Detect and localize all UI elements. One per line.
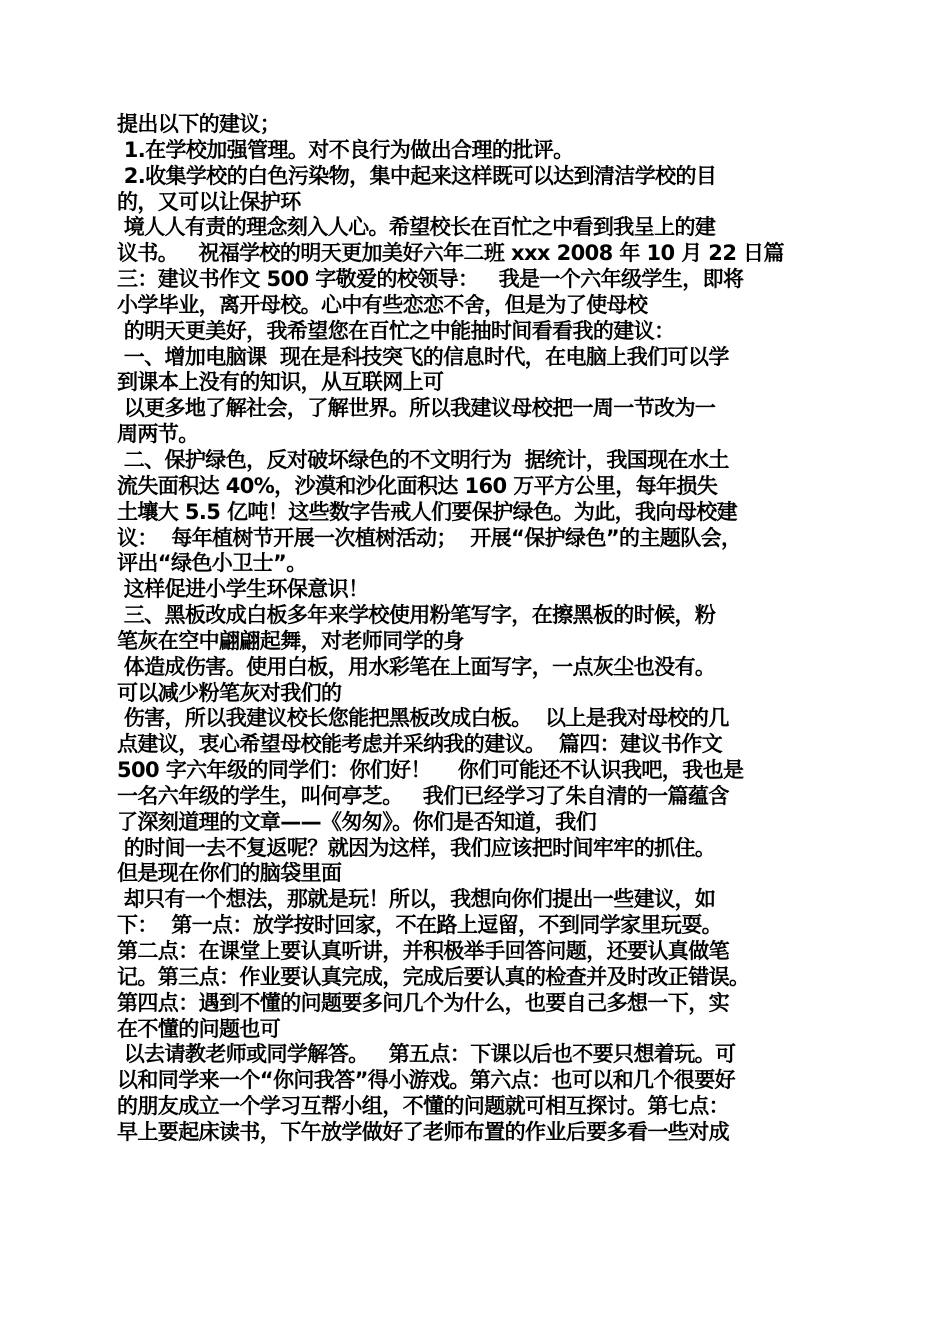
- text-line: 议书。 祝福学校的明天更加美好六年二班 xxx 2008 年 10 月 22 日篇: [117, 241, 784, 266]
- text-line: 体造成伤害。使用白板，用水彩笔在上面写字，一点灰尘也没有。: [117, 654, 716, 679]
- text-line: 的朋友成立一个学习互帮小组，不懂的问题就可相互探讨。第七点：: [117, 1094, 729, 1119]
- text-line: 一、增加电脑课 现在是科技突飞的信息时代，在电脑上我们可以学: [117, 344, 729, 369]
- text-line: 伤害，所以我建议校长您能把黑板改成白板。 以上是我对母校的几: [117, 706, 729, 731]
- text-line: 小学毕业，离开母校。心中有些恋恋不舍，但是为了使母校: [117, 292, 648, 317]
- text-line: 2.收集学校的白色污染物，集中起来这样既可以达到清洁学校的目: [117, 163, 717, 188]
- text-line: 三：建议书作文 500 字敬爱的校领导： 我是一个六年级学生，即将: [117, 267, 744, 292]
- text-line: 但是现在你们的脑袋里面: [117, 861, 342, 886]
- text-line: 500 字六年级的同学们：你们好！ 你们可能还不认识我吧，我也是: [117, 758, 744, 783]
- text-line: 三、黑板改成白板多年来学校使用粉笔写字，在擦黑板的时候，粉: [117, 603, 716, 628]
- text-line: 提出以下的建议；: [117, 112, 281, 136]
- text-line: 以去请教老师或同学解答。 第五点：下课以后也不要只想着玩。可: [117, 1042, 736, 1067]
- text-line: 在不懂的问题也可: [117, 1016, 281, 1041]
- text-line: 的时间一去不复返呢？就因为这样，我们应该把时间牢牢的抓住。: [117, 835, 716, 860]
- text-line: 可以减少粉笔灰对我们的: [117, 680, 342, 705]
- text-line: 的，又可以让保护环: [117, 189, 301, 214]
- text-line: 周两节。: [117, 422, 199, 447]
- text-line: 1.在学校加强管理。对不良行为做出合理的批评。: [117, 137, 574, 162]
- text-line: 点建议，衷心希望母校能考虑并采纳我的建议。 篇四：建议书作文: [117, 732, 723, 757]
- text-line: 评出“绿色小卫士”。: [117, 551, 307, 576]
- text-line: 却只有一个想法，那就是玩！所以，我想向你们提出一些建议，如: [117, 887, 716, 912]
- text-line: 二、保护绿色，反对破坏绿色的不文明行为 据统计，我国现在水土: [117, 447, 729, 472]
- text-line: 到课本上没有的知识，从互联网上可: [117, 370, 444, 395]
- text-line: 以和同学来一个“你问我答”得小游戏。第六点：也可以和几个很要好: [117, 1068, 736, 1093]
- text-line: 了深刻道理的文章——《匆匆》。你们是否知道，我们: [117, 809, 597, 834]
- text-line: 境人人有责的理念刻入人心。希望校长在百忙之中看到我呈上的建: [117, 215, 716, 240]
- text-line: 下： 第一点：放学按时回家，不在路上逗留，不到同学家里玩耍。: [117, 913, 723, 938]
- text-line: 一名六年级的学生，叫何亭芝。 我们已经学习了朱自清的一篇蕴含: [117, 783, 729, 808]
- body-text: [117, 112, 847, 1146]
- text-line: 这样促进小学生环保意识！: [117, 577, 369, 602]
- text-line: 议： 每年植树节开展一次植树活动； 开展“保护绿色”的主题队会，: [117, 525, 742, 550]
- text-line: 笔灰在空中翩翩起舞，对老师同学的身: [117, 628, 464, 653]
- text-line: 第四点：遇到不懂的问题要多问几个为什么，也要自己多想一下，实: [117, 990, 729, 1015]
- text-line: 流失面积达 40%，沙漠和沙化面积达 160 万平方公里，每年损失: [117, 473, 718, 498]
- text-line: 以更多地了解社会，了解世界。所以我建议母校把一周一节改为一: [117, 396, 716, 421]
- text-line: 的明天更美好，我希望您在百忙之中能抽时间看看我的建议：: [117, 318, 675, 343]
- text-line: 土壤大 5.5 亿吨！这些数字告戒人们要保护绿色。为此，我向母校建: [117, 499, 738, 524]
- text-line: 早上要起床读书，下午放学做好了老师布置的作业后要多看一些对成: [117, 1119, 729, 1144]
- text-line: 记。第三点：作业要认真完成，完成后要认真的检查并及时改正错误。: [117, 964, 750, 989]
- text-line: 第二点：在课堂上要认真听讲，并积极举手回答问题，还要认真做笔: [117, 939, 729, 963]
